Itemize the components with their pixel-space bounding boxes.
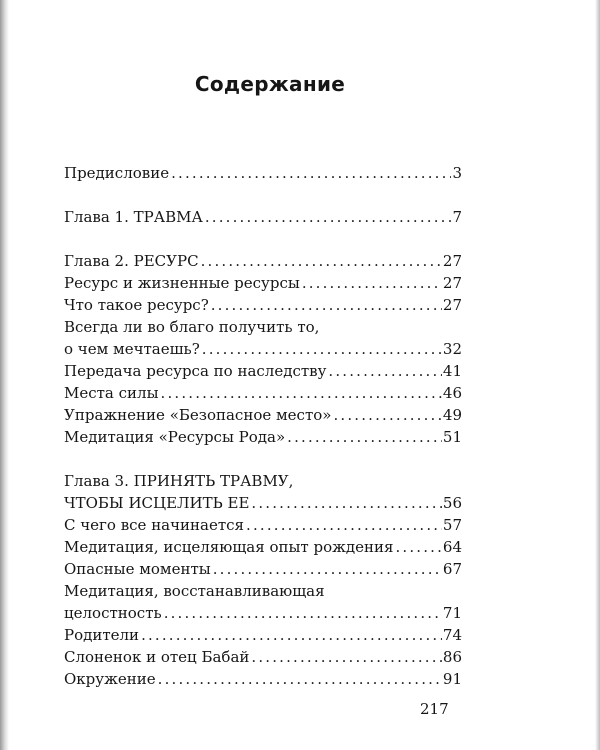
toc-leader-dots xyxy=(211,294,442,316)
toc-leader-dots xyxy=(161,382,442,404)
toc-leader-dots xyxy=(333,404,441,426)
toc-leader-dots xyxy=(395,536,441,558)
toc-entry-title: С чего все начинается xyxy=(64,516,245,534)
toc-entry-page: 64 xyxy=(442,538,462,556)
toc-entry-title: Медитация «Ресурсы Рода» xyxy=(64,428,286,446)
toc-entry-title: Упражнение «Безопасное место» xyxy=(64,406,332,424)
toc-leader-dots xyxy=(158,668,442,690)
toc-entry xyxy=(64,360,462,382)
toc-entry xyxy=(64,514,462,536)
toc-entry-title: Родители xyxy=(64,626,140,644)
toc-entry-page: 57 xyxy=(442,516,462,534)
toc-entry-page: 49 xyxy=(442,406,462,424)
page-number: 217 xyxy=(420,700,449,718)
toc-entry xyxy=(64,646,462,668)
toc-entry-chapter-3-first-line xyxy=(64,470,462,492)
toc-leader-dots xyxy=(164,602,442,624)
toc-entry-title: целостность xyxy=(64,604,162,622)
toc-entry-chapter-1 xyxy=(64,206,462,228)
toc-leader-dots xyxy=(171,162,451,184)
toc-leader-dots xyxy=(246,514,442,536)
toc-leader-dots xyxy=(251,646,442,668)
toc-entry xyxy=(64,536,462,558)
toc-entry xyxy=(64,272,462,294)
toc-leader-dots xyxy=(287,426,442,448)
toc-entry-page: 46 xyxy=(442,384,462,402)
toc-entry-title: Всегда ли во благо получить то, xyxy=(64,318,320,336)
toc-entry-title: Глава 3. ПРИНЯТЬ ТРАВМУ, xyxy=(64,472,294,490)
toc-entry-chapter-3 xyxy=(64,492,462,514)
toc-entry-title: Медитация, восстанавливающая xyxy=(64,582,325,600)
toc-entry-page: 3 xyxy=(452,164,462,182)
toc-entry xyxy=(64,382,462,404)
toc-entry-page: 27 xyxy=(442,252,462,270)
toc-entry xyxy=(64,294,462,316)
toc-entry-title: Слоненок и отец Бабай xyxy=(64,648,250,666)
toc-entry-title: Места силы xyxy=(64,384,159,402)
toc-entry-page: 86 xyxy=(442,648,462,666)
toc-leader-dots xyxy=(302,272,442,294)
toc-entry-page: 51 xyxy=(442,428,462,446)
toc-entry-page: 41 xyxy=(442,362,462,380)
toc-leader-dots xyxy=(205,206,452,228)
toc-entry-page: 32 xyxy=(442,340,462,358)
toc-entry xyxy=(64,558,462,580)
toc-entry-title: Предисловие xyxy=(64,164,170,182)
page-edge-shadow-left xyxy=(0,0,9,750)
toc-entry xyxy=(64,338,462,360)
toc-entry-page: 7 xyxy=(452,208,462,226)
toc-entry-title: Передача ресурса по наследству xyxy=(64,362,327,380)
toc-entry-title: Глава 1. ТРАВМА xyxy=(64,208,203,226)
toc-entry-page: 91 xyxy=(442,670,462,688)
toc-leader-dots xyxy=(213,558,442,580)
toc-entry-page: 67 xyxy=(442,560,462,578)
toc-entry-first-line xyxy=(64,316,462,338)
toc-entry-first-line xyxy=(64,580,462,602)
toc-entry-title: Что такое ресурс? xyxy=(64,296,209,314)
toc-entry xyxy=(64,602,462,624)
toc-leader-dots xyxy=(141,624,442,646)
toc-entry-title: Медитация, исцеляющая опыт рождения xyxy=(64,538,394,556)
toc-leader-dots xyxy=(202,338,442,360)
toc-entry-chapter-2 xyxy=(64,250,462,272)
page-edge-shadow-right xyxy=(595,0,600,750)
toc-entry-page: 27 xyxy=(442,296,462,314)
toc-entry xyxy=(64,404,462,426)
toc-entry-title: Глава 2. РЕСУРС xyxy=(64,252,199,270)
toc-entry-page: 71 xyxy=(442,604,462,622)
toc-entry xyxy=(64,668,462,690)
toc-entry xyxy=(64,624,462,646)
toc-entry-page: 27 xyxy=(442,274,462,292)
toc-entry-page: 56 xyxy=(442,494,462,512)
toc-leader-dots xyxy=(328,360,441,382)
toc-entry-title: ЧТОБЫ ИСЦЕЛИТЬ ЕЕ xyxy=(64,494,250,512)
toc-entry-title: Опасные моменты xyxy=(64,560,211,578)
toc-leader-dots xyxy=(251,492,441,514)
toc-entry-title: Ресурс и жизненные ресурсы xyxy=(64,274,300,292)
toc-entry-title: о чем мечтаешь? xyxy=(64,340,200,358)
toc-entry-page: 74 xyxy=(442,626,462,644)
toc-entry-title: Окружение xyxy=(64,670,156,688)
toc-entry xyxy=(64,426,462,448)
toc-entry-foreword xyxy=(64,162,462,184)
page-title: Содержание xyxy=(194,72,346,96)
toc-leader-dots xyxy=(201,250,442,272)
